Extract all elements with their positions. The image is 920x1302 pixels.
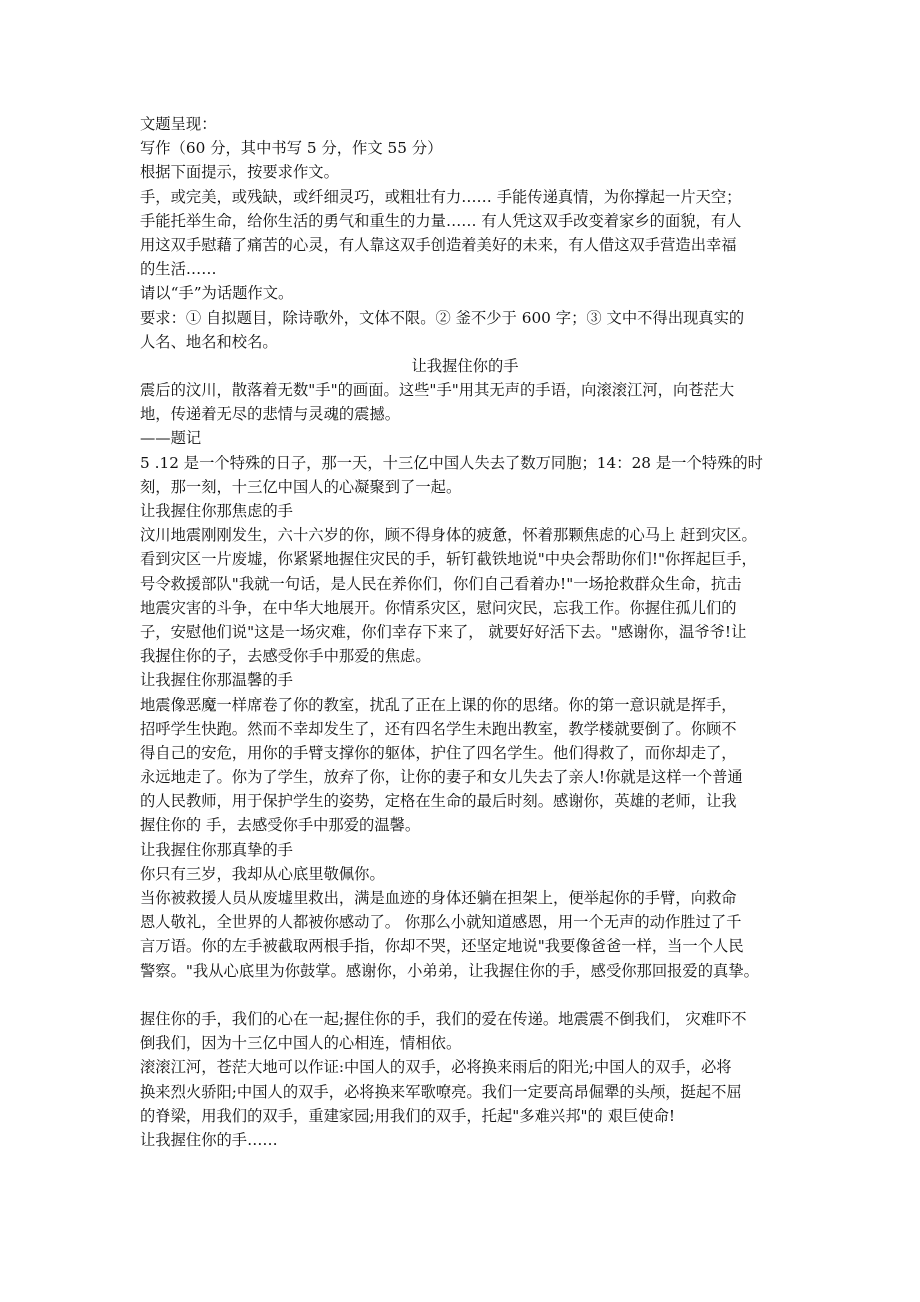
essay-line: 当你被救援人员从废墟里救出，满是血迹的身体还躺在担架上，便举起你的手臂，向救命 bbox=[140, 889, 737, 907]
essay-line: 的人民教师，用于保护学生的姿势，定格在生命的最后时刻。感谢你，英雄的老师，让我 bbox=[140, 792, 737, 811]
prompt-line: 请以“手”为话题作文。 bbox=[140, 284, 294, 303]
essay-line: 号令救援部队"我就一句话，是人民在养你们，你们自己看着办!"一场抢救群众生命，抗击 bbox=[140, 574, 742, 593]
epigraph-attribution: ——题记 bbox=[140, 429, 202, 448]
essay-line: 刻，那一刻，十三亿中国人的心凝聚到了一起。 bbox=[140, 477, 462, 496]
essay-line: 握住你的手，我们的心在一起;握住你的手，我们的爱在传递。地震震不倒我们， 灾难吓不 bbox=[140, 1009, 747, 1028]
essay-line: 警察。"我从心底里为你鼓掌。感谢你，小弟弟，让我握住你的手，感受你那回报爱的真挚。 bbox=[140, 961, 759, 980]
prompt-line: 手能托举生命，给你生活的勇气和重生的力量…… 有人凭这双手改变着家乡的面貌，有人 bbox=[140, 211, 742, 230]
blank-line bbox=[140, 983, 790, 1007]
essay-line: 招呼学生快跑。然而不幸却发生了，还有四名学生未跑出教室，教学楼就要倒了。你顾不 bbox=[140, 719, 737, 738]
essay-line: 握住你的 手，去感受你手中那爱的温馨。 bbox=[140, 816, 421, 835]
essay-line: 你只有三岁，我却从心底里敬佩你。 bbox=[140, 864, 385, 883]
essay-line: 我握住你的子，去感受你手中那爱的焦虑。 bbox=[140, 647, 431, 666]
requirements-line: 人名、地名和校名。 bbox=[140, 332, 278, 351]
prompt-line: 的生活…… bbox=[140, 260, 217, 279]
prompt-line: 写作（60 分，其中书写 5 分，作文 55 分） bbox=[140, 139, 443, 158]
section-heading: 让我握住你那焦虑的手 bbox=[140, 502, 293, 520]
essay-line: 汶川地震刚刚发生，六十六岁的你，顾不得身体的疲惫，怀着那颗焦虑的心马上 赶到灾区。 bbox=[140, 526, 757, 545]
prompt-line: 用这双手慰藉了痛苦的心灵，有人靠这双手创造着美好的未来，有人借这双手营造出幸福 bbox=[140, 235, 737, 254]
requirements-line: 要求：① 自拟题目，除诗歌外，文体不限。② 釜不少于 600 字；③ 文中不得出现真实的 bbox=[140, 308, 745, 327]
prompt-line: 手，或完美，或残缺，或纤细灵巧，或粗壮有力…… 手能传递真情，为你撑起一片天空； bbox=[140, 187, 742, 206]
section-heading: 让我握住你那真挚的手 bbox=[140, 840, 293, 859]
essay-line: 看到灾区一片废墟，你紧紧地握住灾民的手，斩钉截铁地说"中央会帮助你们!"你挥起巨手， bbox=[140, 550, 757, 569]
prompt-heading: 文题呈现： bbox=[140, 115, 217, 133]
essay-line: 永远地走了。你为了学生，放弃了你，让你的妻子和女儿失去了亲人!你就是这样一个普通 bbox=[140, 768, 743, 787]
essay-line: 得自己的安危，用你的手臂支撑你的躯体，护住了四名学生。他们得救了，而你却走了， bbox=[140, 743, 737, 762]
essay-line: 地震灾害的斗争，在中华大地展开。你情系灾区，慰问灾民，忘我工作。你握住孤儿们的 bbox=[140, 598, 737, 617]
essay-line: 恩人敬礼，全世界的人都被你感动了。 你那么小就知道感恩，用一个无声的动作胜过了千 bbox=[140, 913, 742, 932]
essay-line: 倒我们，因为十三亿中国人的心相连，情相依。 bbox=[140, 1034, 462, 1053]
document-content bbox=[140, 112, 790, 1152]
essay-line: 言万语。你的左手被截取两根手指，你却不哭，还坚定地说"我要像爸爸一样，当一个人民 bbox=[140, 937, 744, 956]
essay-line: 子，安慰他们说"这是一场灾难，你们幸存下来了， 就要好好活下去。"感谢你，温爷爷!让 bbox=[140, 622, 747, 641]
essay-body bbox=[140, 378, 790, 983]
essay-title: 让我握住你的手 bbox=[411, 356, 519, 375]
essay-line: 5 .12 是一个特殊的日子，那一天，十三亿中国人失去了数万同胞；14：28 是一个特殊的时 bbox=[140, 453, 763, 472]
essay-conclusion bbox=[140, 1007, 790, 1152]
essay-line: 的脊梁，用我们的双手，重建家园;用我们的双手，托起"多难兴邦"的 艰巨使命! bbox=[140, 1106, 676, 1125]
prompt-section bbox=[140, 112, 790, 354]
essay-line: 震后的汶川，散落着无数"手"的画面。这些"手"用其无声的手语，向滚滚江河，向苍茫大 bbox=[140, 381, 735, 400]
section-heading: 让我握住你那温馨的手 bbox=[140, 671, 293, 690]
essay-line: 地震像恶魔一样席卷了你的教室，扰乱了正在上课的你的思绪。你的第一意识就是挥手， bbox=[140, 695, 737, 714]
prompt-line: 根据下面提示，按要求作文。 bbox=[140, 163, 339, 182]
essay-line: 滚滚江河，苍茫大地可以作证:中国人的双手，必将换来雨后的阳光;中国人的双手，必将 bbox=[140, 1058, 732, 1077]
essay-line: 换来烈火骄阳;中国人的双手，必将换来军歌嘹亮。我们一定要高昂倔犟的头颅，挺起不屈 bbox=[140, 1082, 742, 1101]
closing-line: 让我握住你的手…… bbox=[140, 1130, 278, 1149]
essay-line: 地，传递着无尽的悲情与灵魂的震撼。 bbox=[140, 405, 401, 424]
